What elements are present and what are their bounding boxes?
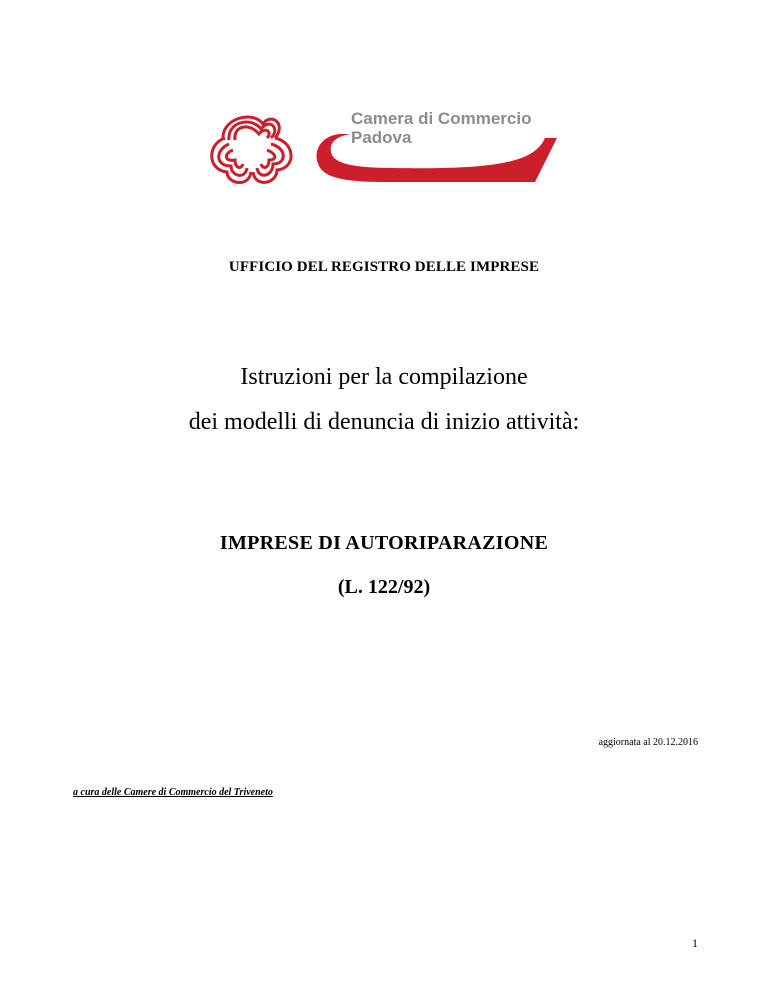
law-reference: (L. 122/92) bbox=[337, 576, 431, 598]
page-number: 1 bbox=[692, 936, 698, 950]
subject-heading: IMPRESE DI AUTORIPARAZIONE bbox=[219, 532, 549, 554]
logo-graphic bbox=[205, 104, 560, 194]
document-title-line2: dei modelli di denuncia di inizio attività: bbox=[188, 409, 580, 435]
chamber-of-commerce-logo bbox=[205, 104, 560, 194]
credits-line: a cura delle Camere di Commercio del Triveneto bbox=[73, 787, 273, 798]
document-title-line1: Istruzioni per la compilazione bbox=[240, 364, 528, 390]
logo-text-line2: Padova bbox=[351, 128, 412, 147]
logo-text-line1: Camera di Commercio bbox=[351, 109, 532, 128]
emblem-icon bbox=[212, 117, 291, 183]
update-date: aggiornata al 20.12.2016 bbox=[598, 737, 698, 748]
office-heading: UFFICIO DEL REGISTRO DELLE IMPRESE bbox=[228, 259, 540, 275]
